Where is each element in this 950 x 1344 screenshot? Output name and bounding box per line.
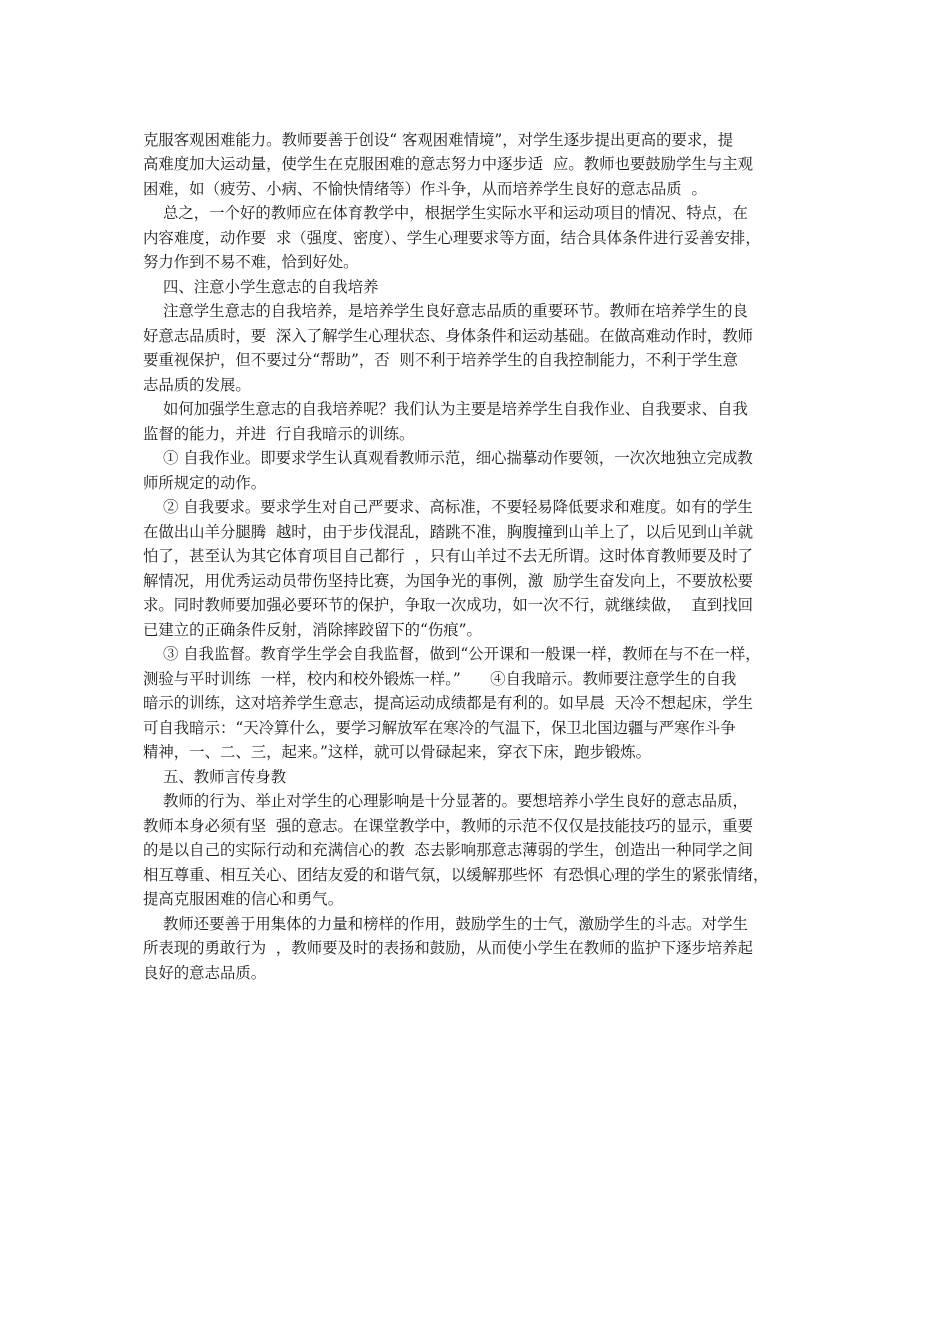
text-line: 测验与平时训练 一样，校内和校外锻炼一样。” ④自我暗示。教师要注意学生的自我 xyxy=(143,670,737,688)
text-line: 解情况，用优秀运动员带伤坚持比赛，为国争光的事例，激 励学生奋发向上，不要放松要 xyxy=(143,572,754,590)
text-line: 良好的意志品质。 xyxy=(143,964,267,982)
text-line: 已建立的正确条件反射，消除摔跤留下的“伤痕”。 xyxy=(143,621,482,639)
text-line: 教师还要善于用集体的力量和榜样的作用，鼓励学生的士气，激励学生的斗志。对学生 xyxy=(163,915,748,933)
text-line: 所表现的勇敢行为 ，教师要及时的表扬和鼓励，从而使小学生在教师的监护下逐步培养起 xyxy=(143,939,754,957)
section-heading: 四、注意小学生意志的自我培养 xyxy=(163,278,379,296)
text-line: 克服客观困难能力。教师要善于创设“ 客观困难情境”，对学生逐步提出更高的要求，提 xyxy=(143,131,734,149)
text-line: 好意志品质时，要 深入了解学生心理状态、身体条件和运动基础。在做高难动作时，教师 xyxy=(143,327,754,345)
text-line: 志品质的发展。 xyxy=(143,376,251,394)
text-line: 怕了，甚至认为其它体育项目自己都行 ，只有山羊过不去无所谓。这时体育教师要及时了 xyxy=(143,547,754,565)
text-line: 教师的行为、举止对学生的心理影响是十分显著的。要想培养小学生良好的意志品质， xyxy=(163,792,748,810)
text-line: ② 自我要求。要求学生对自己严要求、高标准，不要轻易降低要求和难度。如有的学生 xyxy=(163,498,753,516)
text-line: 要重视保护，但不要过分“帮助”，否 则不利于培养学生的自我控制能力，不利于学生意 xyxy=(143,351,738,369)
text-line: ① 自我作业。即要求学生认真观看教师示范，细心揣摹动作要领，一次次地独立完成教 xyxy=(163,449,753,467)
text-line: 可自我暗示：“天冷算什么，要学习解放军在寒冷的气温下，保卫北国边疆与严寒作斗争 xyxy=(143,719,736,737)
text-line: 总之，一个好的教师应在体育教学中，根据学生实际水平和运动项目的情况、特点，在 xyxy=(163,204,748,222)
text-line: 困难，如（疲劳、小病、不愉快情绪等）作斗争，从而培养学生良好的意志品质 。 xyxy=(143,180,707,198)
section-heading: 五、教师言传身教 xyxy=(163,768,287,786)
text-line: 的是以自己的实际行动和充满信心的教 态去影响那意志薄弱的学生，创造出一种同学之间 xyxy=(143,841,754,859)
text-line: 暗示的训练，这对培养学生意志，提高运动成绩都是有利的。如早晨 天冷不想起床，学生 xyxy=(143,694,754,712)
text-line: 努力作到不易不难，恰到好处。 xyxy=(143,253,359,271)
text-line: ③ 自我监督。教育学生学会自我监督，做到“公开课和一般课一样，教师在与不在一样， xyxy=(163,645,761,663)
text-line: 教师本身必须有坚 强的意志。在课堂教学中，教师的示范不仅仅是技能技巧的显示，重要 xyxy=(143,817,754,835)
text-line: 精神，一、二、三，起来。”这样，就可以骨碌起来，穿衣下床，跑步锻炼。 xyxy=(143,743,652,761)
text-line: 师所规定的动作。 xyxy=(143,474,267,492)
text-line: 高难度加大运动量，使学生在克服困难的意志努力中逐步适 应。教师也要鼓励学生与主观 xyxy=(143,155,754,173)
text-line: 监督的能力，并进 行自我暗示的训练。 xyxy=(143,425,415,443)
text-line: 求。同时教师要加强必要环节的保护，争取一次成功，如一次不行，就继续做， 直到找回 xyxy=(143,596,754,614)
text-line: 提高克服困难的信心和勇气。 xyxy=(143,890,344,908)
text-line: 在做出山羊分腿腾 越时，由于步伐混乱，踏跳不准，胸腹撞到山羊上了，以后见到山羊就 xyxy=(143,523,754,541)
text-line: 注意学生意志的自我培养，是培养学生良好意志品质的重要环节。教师在培养学生的良 xyxy=(163,302,748,320)
text-line: 相互尊重、相互关心、团结友爱的和谐气氛，以缓解那些怀 有恐惧心理的学生的紧张情绪， xyxy=(143,866,769,884)
text-line: 内容难度，动作要 求（强度、密度）、学生心理要求等方面，结合具体条件进行妥善安排， xyxy=(143,229,761,247)
text-line: 如何加强学生意志的自我培养呢？我们认为主要是培养学生自我作业、自我要求、自我 xyxy=(163,400,748,418)
